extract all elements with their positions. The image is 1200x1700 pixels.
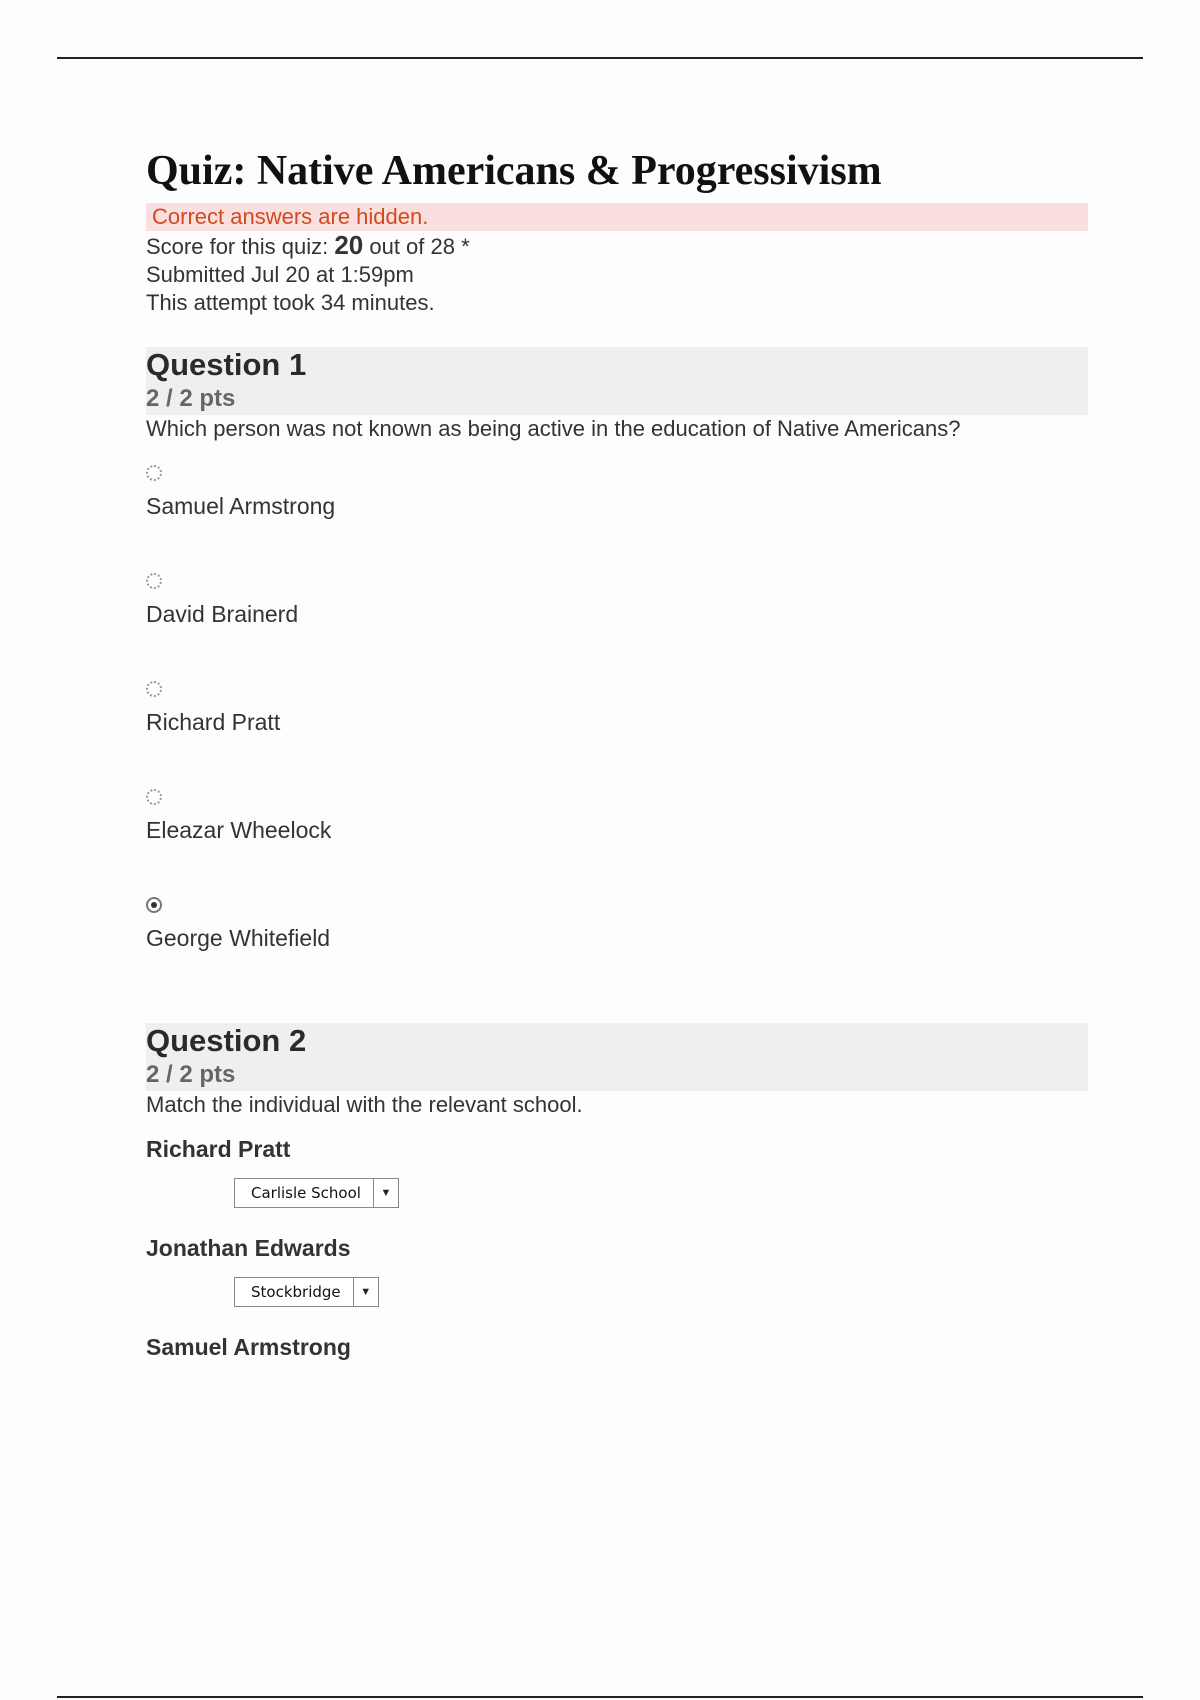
answer-option[interactable] — [146, 659, 1088, 767]
answer-label: Samuel Armstrong — [146, 493, 336, 519]
score-prefix: Score for this quiz: — [146, 234, 329, 259]
radio-button[interactable] — [146, 573, 162, 589]
submitted-line: Submitted Jul 20 at 1:59pm — [146, 262, 414, 287]
radio-button[interactable] — [146, 681, 162, 697]
score-line — [146, 231, 1088, 261]
answer-option[interactable] — [146, 443, 1088, 551]
question-2-text: Match the individual with the relevant school. — [146, 1092, 583, 1117]
bottom-rule — [57, 1696, 1143, 1698]
match-row — [146, 1277, 1088, 1307]
answer-option[interactable] — [146, 767, 1088, 875]
match-person-label: Richard Pratt — [146, 1136, 291, 1162]
question-1-title: Question 1 — [146, 347, 307, 382]
answer-label: Eleazar Wheelock — [146, 817, 332, 843]
duration-line: This attempt took 34 minutes. — [146, 290, 435, 315]
select-value: Stockbridge — [251, 1283, 341, 1301]
match-row — [146, 1178, 1088, 1208]
chevron-down-icon[interactable]: ▼ — [373, 1179, 398, 1207]
radio-button[interactable] — [146, 789, 162, 805]
hidden-answers-notice: Correct answers are hidden. — [146, 203, 1088, 231]
score-value: 20 — [334, 230, 364, 260]
match-person-label: Samuel Armstrong — [146, 1334, 351, 1360]
match-person-label: Jonathan Edwards — [146, 1235, 351, 1261]
answer-option-selected[interactable] — [146, 875, 1088, 983]
answer-label: David Brainerd — [146, 601, 299, 627]
question-2-header — [146, 1023, 1088, 1091]
answer-label: George Whitefield — [146, 925, 331, 951]
score-suffix: out of 28 * — [369, 234, 470, 259]
chevron-down-icon[interactable]: ▼ — [353, 1278, 378, 1306]
page-title: Quiz: Native Americans & Progressivism — [146, 148, 882, 194]
radio-button-checked[interactable] — [146, 897, 162, 913]
question-1-text: Which person was not known as being active in the education of Native Americans? — [146, 416, 961, 441]
question-2-title: Question 2 — [146, 1023, 307, 1058]
answer-option[interactable] — [146, 551, 1088, 659]
school-select[interactable] — [234, 1178, 399, 1208]
question-1-points: 2 / 2 pts — [146, 385, 236, 412]
quiz-content — [146, 145, 1088, 1361]
select-value: Carlisle School — [251, 1184, 361, 1202]
question-1-header — [146, 347, 1088, 415]
school-select[interactable] — [234, 1277, 379, 1307]
question-2-points: 2 / 2 pts — [146, 1061, 236, 1088]
answer-label: Richard Pratt — [146, 709, 281, 735]
top-rule — [57, 57, 1143, 59]
radio-button[interactable] — [146, 465, 162, 481]
